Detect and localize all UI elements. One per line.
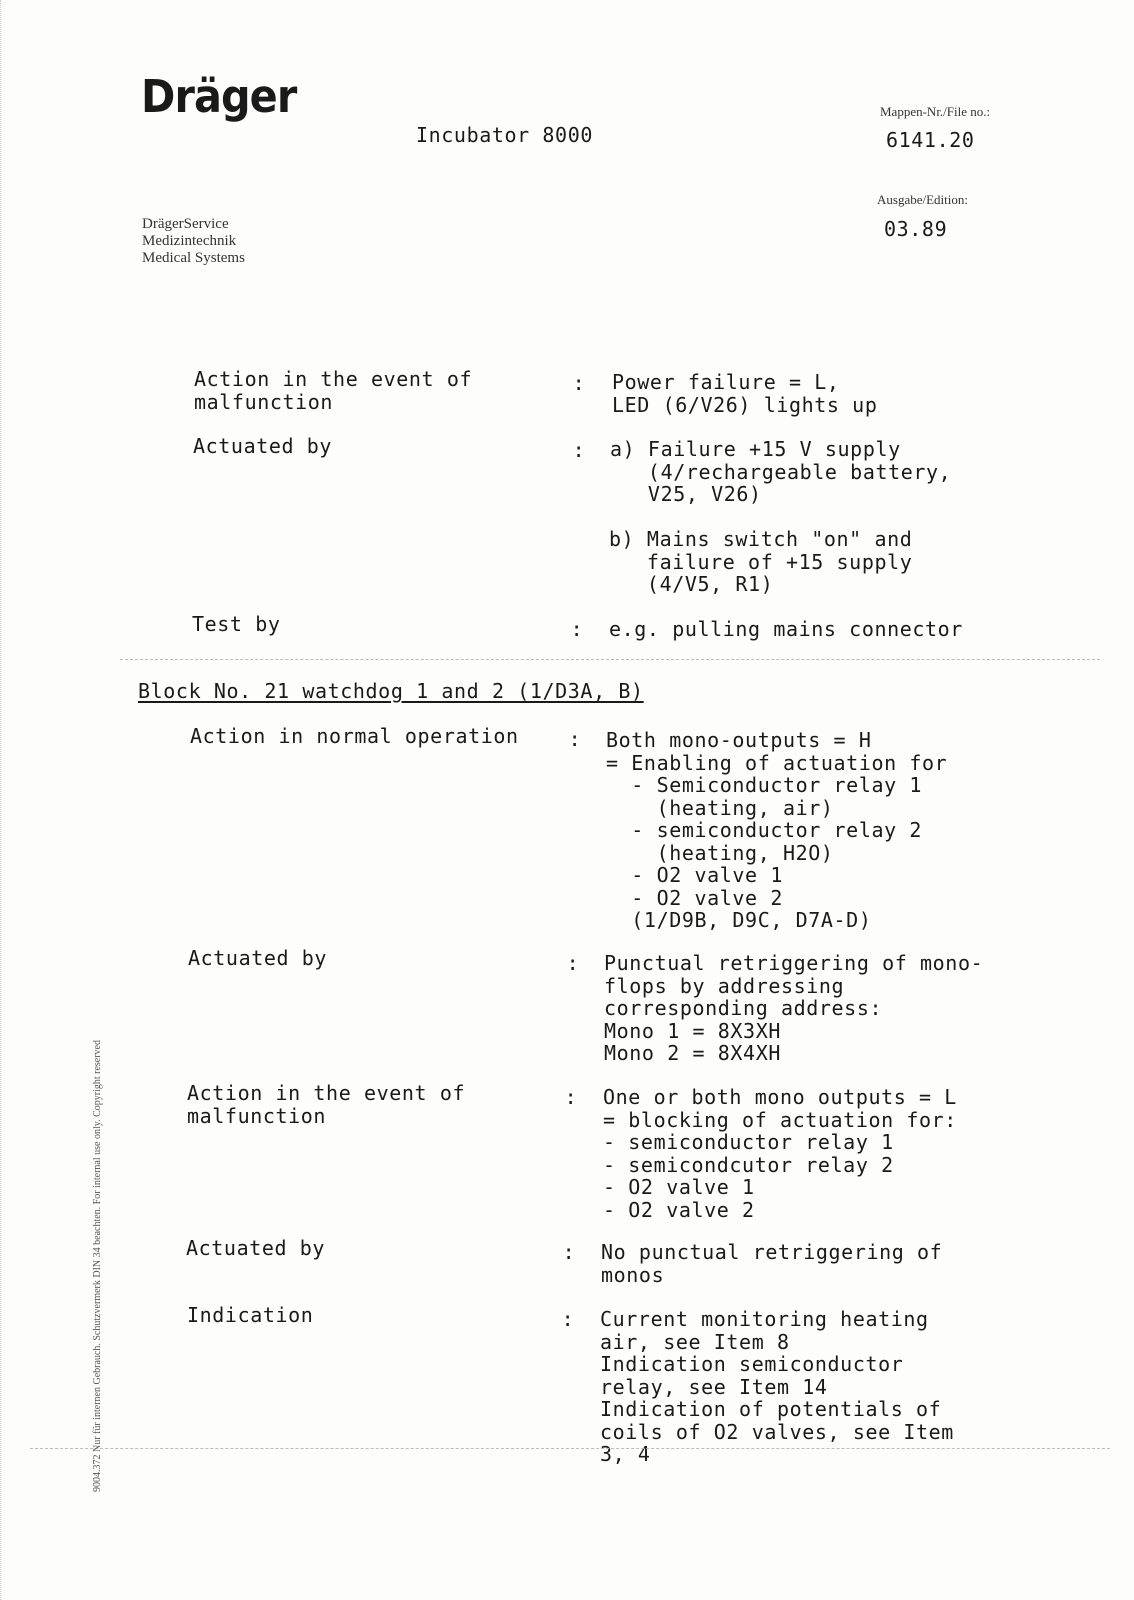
divider-line: [120, 659, 1100, 660]
s1-actuated-b: b) Mains switch "on" and failure of +15 supply (4/V5, R1): [609, 527, 913, 596]
s1-malfunction-value: Power failure = L, LED (6/V26) lights up: [612, 370, 878, 417]
s1-test-value: e.g. pulling mains connector: [609, 617, 963, 641]
b21-malfunction-value: One or both mono outputs = L = blocking of actuation for: - semiconductor relay 1 - semicondcutor relay 2 - O2 valve 1 - O2 valve 2: [603, 1085, 957, 1222]
b21-actuated1-value: Punctual retriggering of mono- flops by addressing corresponding address: Mono 1 = 8X3XH Mono 2 = 8X4XH: [604, 951, 984, 1065]
colon: :: [564, 1085, 578, 1109]
b21-actuated2-value: No punctual retriggering of monos: [601, 1240, 943, 1287]
b21-actuated1-label: Actuated by: [188, 946, 328, 970]
product-title: Incubator 8000: [416, 123, 593, 147]
dept-line-3: Medical Systems: [142, 250, 245, 266]
dept-line-2: Medizintechnik: [142, 233, 237, 249]
b21-indication-label: Indication: [187, 1303, 314, 1327]
s1-malfunction-label: Action in the event of malfunction: [194, 367, 473, 414]
b21-normal-value: Both mono-outputs = H = Enabling of actuation for - Semiconductor relay 1 (heating, air) - semiconductor relay 2 (heating, H2O) - O2 valve 1 - O2 valve 2 (1/D9B, D9C, D7A-D): [606, 728, 948, 932]
b21-actuated2-label: Actuated by: [186, 1236, 326, 1260]
b21-normal-label: Action in normal operation: [190, 724, 519, 748]
colon: :: [562, 1240, 576, 1264]
margin-copyright-note: 9004.372 Nur für internen Gebrauch. Schutzvermerk DIN 34 beachten. For internal use only. Copyright reserved: [92, 1040, 103, 1492]
s1-test-label: Test by: [192, 612, 281, 636]
s1-actuated-label: Actuated by: [193, 434, 333, 458]
scan-edge: [0, 0, 3, 1600]
colon: :: [568, 727, 582, 751]
dept-line-1: DrägerService: [142, 216, 229, 232]
b21-indication-value: Current monitoring heating air, see Item 8 Indication semiconductor relay, see Item 14 Indication of potentials of coils of O2 valves, see Item 3, 4: [600, 1307, 954, 1466]
b21-malfunction-label: Action in the event of malfunction: [187, 1081, 466, 1128]
colon: :: [566, 951, 580, 975]
colon: :: [561, 1307, 575, 1331]
s1-actuated-a: a) Failure +15 V supply (4/rechargeable battery, V25, V26): [610, 437, 952, 506]
colon: :: [572, 438, 586, 462]
colon: :: [570, 617, 584, 641]
file-no: 6141.20: [886, 128, 975, 152]
block21-heading: Block No. 21 watchdog 1 and 2 (1/D3A, B): [138, 679, 644, 703]
drager-logo: Dräger: [141, 70, 297, 123]
edition: 03.89: [884, 217, 948, 241]
edition-label: Ausgabe/Edition:: [877, 192, 968, 207]
bottom-divider-line: [30, 1448, 1110, 1449]
colon: :: [572, 371, 586, 395]
file-no-label: Mappen-Nr./File no.:: [880, 104, 991, 119]
